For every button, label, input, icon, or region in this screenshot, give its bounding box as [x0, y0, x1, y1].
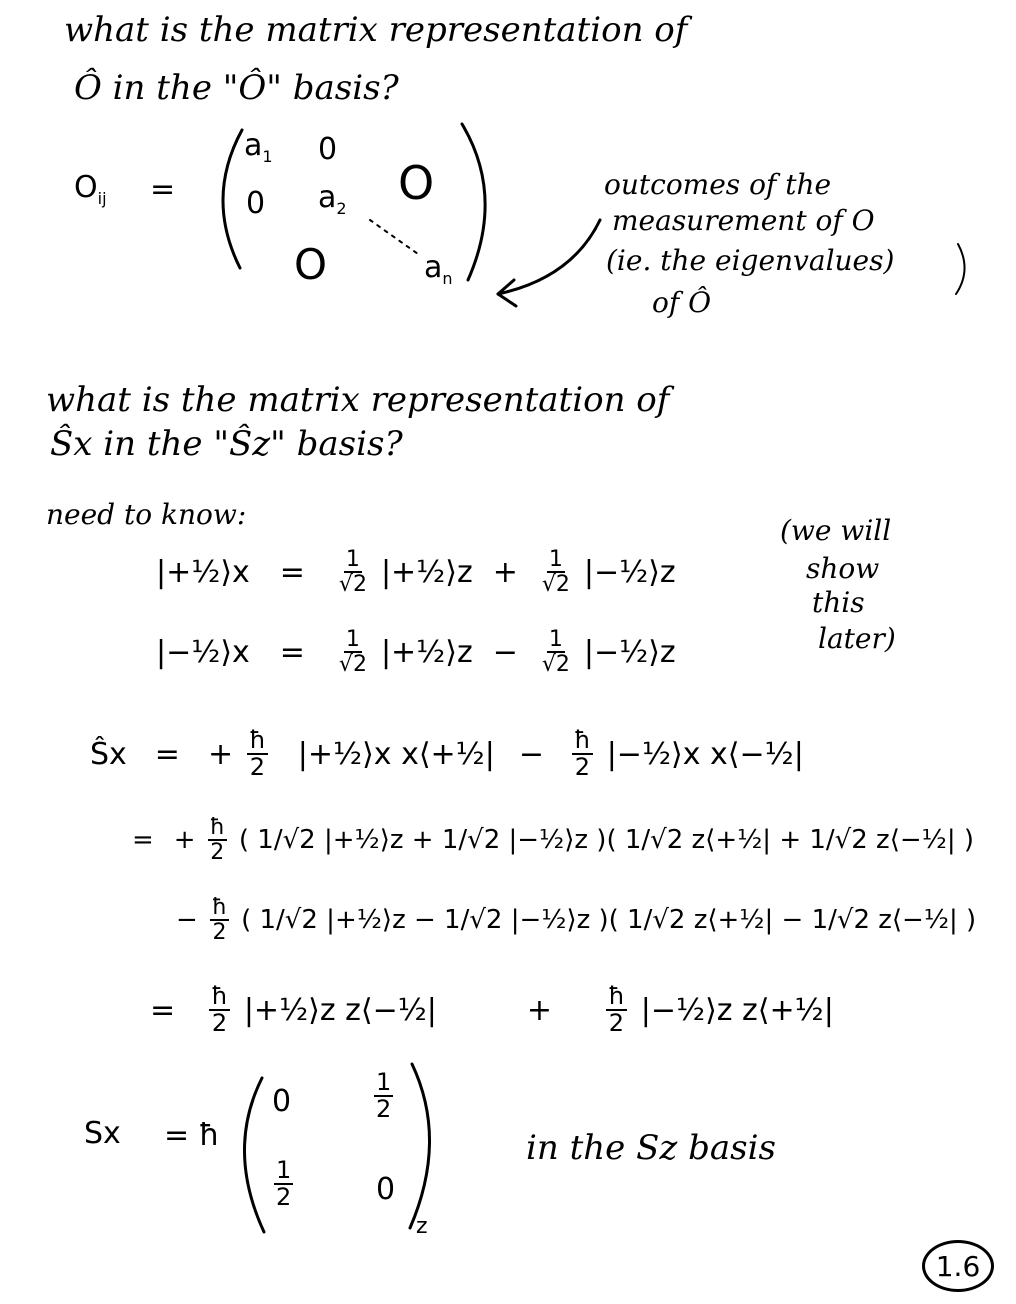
sx-line-1-hbar-coef-2: $\frac{ħ}{2}$: [574, 726, 591, 782]
equation-plus-x-coef-1: $\frac{1}{√2}$: [338, 547, 367, 598]
note-1-line-1: outcomes of the: [604, 168, 832, 201]
matrix-2-entry-11: 0: [272, 1084, 292, 1119]
note-2-line-1: (we will: [780, 514, 892, 547]
sx-line-4-operator: +: [526, 992, 553, 1028]
question-1-line-1: what is the matrix representation of: [64, 10, 688, 50]
note-2-line-3: this: [812, 586, 865, 619]
sx-line-4-hbar-coef-2: $\frac{ħ}{2}$: [608, 982, 625, 1038]
sx-line-1-operator: −: [518, 736, 545, 772]
matrix-2-entry-21: $\frac{1}{2}$: [276, 1156, 292, 1212]
sx-line-2-sign: +: [173, 825, 196, 856]
note-1-line-2: measurement of O: [612, 204, 875, 237]
note-2-line-4: later): [818, 622, 896, 655]
equation-plus-x-ket-1: |+½⟩z: [380, 554, 473, 590]
matrix-1-big-zero-upper: O: [398, 156, 435, 210]
matrix-1-equals: =: [150, 172, 176, 207]
sx-line-1-hbar-coef: $\frac{ħ}{2}$: [249, 726, 266, 782]
equation-minus-x-coef-2: $\frac{1}{√2}$: [541, 627, 570, 678]
note-1-arrow-shaft: [498, 220, 600, 294]
equation-plus-x-lhs: |+½⟩x: [156, 554, 250, 590]
matrix-1-lhs: $O_{ij}$: [74, 170, 107, 208]
sx-line-1-sign: +: [207, 736, 234, 772]
sx-line-2-equals: =: [132, 825, 154, 856]
equation-plus-x-operator: +: [492, 554, 518, 590]
question-1-line-2: Ô in the "Ô" basis?: [74, 68, 399, 108]
matrix-2-left-bracket: [244, 1078, 264, 1232]
note-1-line-3: (ie. the eigenvalues): [606, 244, 895, 277]
equation-plus-x-equals: =: [279, 554, 305, 590]
equation-plus-x-ket-2: |−½⟩z: [583, 554, 676, 590]
matrix-2-basis-note: in the Sz basis: [526, 1128, 776, 1168]
page-number: 1.6: [922, 1240, 994, 1292]
equation-minus-x-operator: −: [492, 634, 518, 670]
matrix-2-lhs: Sx: [84, 1116, 121, 1151]
question-2-line-1: what is the matrix representation of: [46, 380, 670, 420]
matrix-1-zero-21: 0: [246, 186, 266, 221]
equation-plus-x-coef-2: $\frac{1}{√2}$: [541, 547, 570, 598]
matrix-1-right-bracket: [462, 124, 485, 280]
matrix-1-zero-12: 0: [318, 132, 338, 167]
sx-line-1-term-2: |−½⟩x x⟨−½|: [606, 736, 804, 772]
equation-minus-x-lhs: |−½⟩x: [156, 634, 250, 670]
note-1-closing-paren: [956, 244, 965, 294]
sx-line-2-body: ( 1/√2 |+½⟩z + 1/√2 |−½⟩z )( 1/√2 z⟨+½| + 1/√2 z⟨−½| ): [238, 825, 974, 856]
note-1-line-4: of Ô: [652, 286, 712, 319]
sx-line-3-body: ( 1/√2 |+½⟩z − 1/√2 |−½⟩z )( 1/√2 z⟨+½| − 1/√2 z⟨−½| ): [241, 905, 977, 936]
sx-line-2-hbar-coef: $\frac{ħ}{2}$: [209, 815, 225, 866]
sx-line-1-term-1: |+½⟩x x⟨+½|: [297, 736, 495, 772]
equation-minus-x-equals: =: [279, 634, 305, 670]
matrix-1-an: $a_n$: [424, 250, 453, 288]
sx-line-4-term-2: |−½⟩z z⟨+½|: [640, 992, 834, 1028]
matrix-1-diagonal-dots: [370, 220, 418, 254]
sx-line-4-term-1: |+½⟩z z⟨−½|: [243, 992, 437, 1028]
sx-line-3-sign: −: [176, 905, 198, 936]
question-2-line-2: Ŝx in the "Ŝz" basis?: [50, 424, 403, 464]
sx-line-3-hbar-coef: $\frac{ħ}{2}$: [211, 895, 228, 946]
matrix-2-equals: = ħ: [164, 1118, 220, 1153]
need-to-know-label: need to know:: [46, 498, 247, 531]
matrix-2-entry-12: $\frac{1}{2}$: [376, 1068, 392, 1124]
matrix-1-a2: $a_2$: [318, 180, 347, 218]
equation-minus-x-ket-1: |+½⟩z: [380, 634, 473, 670]
matrix-2-entry-22: 0: [376, 1172, 396, 1207]
matrix-1-left-bracket: [223, 130, 242, 268]
equation-minus-x-ket-2: |−½⟩z: [583, 634, 676, 670]
matrix-1-big-zero-lower: O: [294, 240, 328, 289]
equation-minus-x-coef-1: $\frac{1}{√2}$: [338, 627, 367, 678]
matrix-1-a1: $a_1$: [244, 128, 273, 166]
sx-line-4-hbar-coef-1: $\frac{ħ}{2}$: [211, 982, 228, 1038]
sx-line-1-lhs: Ŝx: [90, 736, 127, 772]
sx-line-4-equals: =: [150, 992, 176, 1028]
matrix-2-right-bracket: [410, 1064, 430, 1228]
note-2-line-2: show: [806, 552, 880, 585]
sx-line-1-equals: =: [154, 736, 180, 772]
matrix-2-subscript: z: [416, 1214, 428, 1239]
